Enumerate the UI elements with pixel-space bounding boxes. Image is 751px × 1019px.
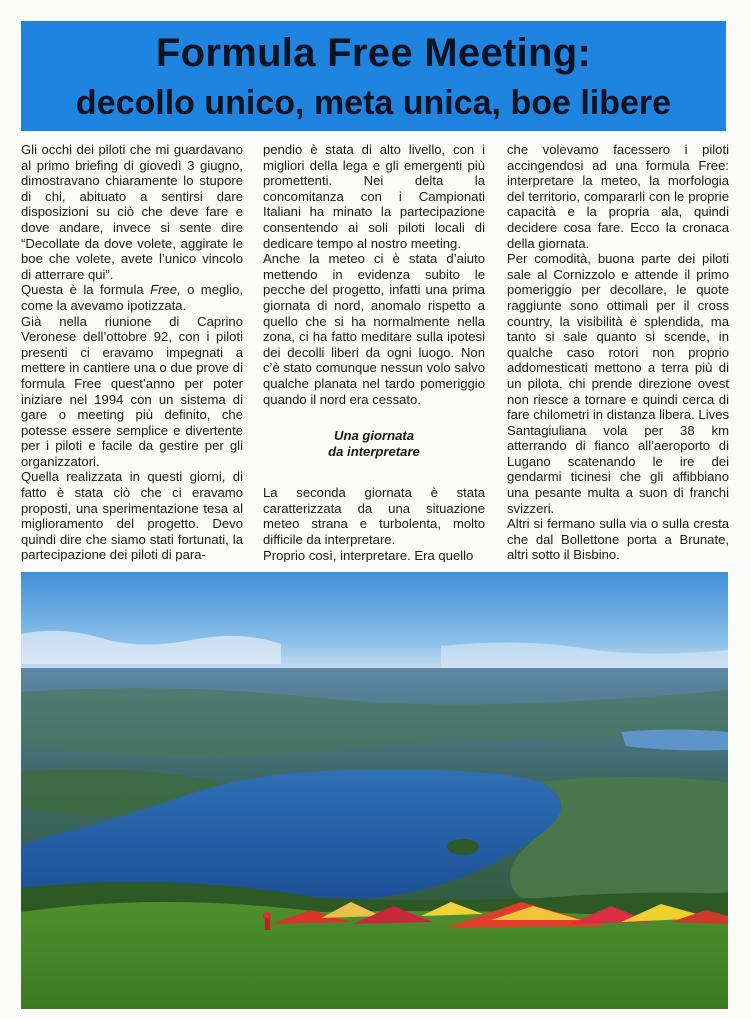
- text-column-2: [263, 142, 485, 562]
- landscape-photo: [21, 572, 728, 1009]
- paragraph: [21, 282, 243, 313]
- paragraph: Quella realizzata in questi giorni, di fatto è stata ciò che ci eravamo proposti, una sperimentazione tesa al miglioramento del progetto. Devo quindi dire che siamo stati fortunati, la partecipazione dei piloti di para-: [21, 469, 243, 562]
- paragraph: pendio è stata di alto livello, con i migliori della lega e gli emergenti più promettenti. Nei delta la concomitanza con i Campionati Italiani ha minato la partecipazione consentendo ai soli piloti locali di dedicare tempo al nostro meeting.: [263, 142, 485, 251]
- text-column-1: [21, 142, 243, 562]
- subheading-line: Una giornata: [333, 428, 415, 444]
- subheading-line: da interpretare: [328, 443, 420, 459]
- paragraph: La seconda giornata è stata caratterizzata da una situazione meteo strana e turbolenta, molto difficile da interpretare.: [263, 485, 485, 548]
- title-banner: [21, 21, 726, 131]
- italic-term: Free,: [150, 282, 181, 298]
- paragraph: Proprio così, interpretare. Era quello: [263, 547, 474, 562]
- paragraph: Per comodità, buona parte dei piloti sale al Cornizzolo e attende il primo pomeriggio per decollare, le quote raggiunte sono ottimali per il cross country, la visibilità è splendida, ma tanto si sale quanto si scende, in qualche caso rotori non proprio addomesticati mettono a terra più di un pilota, chi prende direzione ovest non riesce a tornare e quindi cerca di fare chilometri in distanza libera. Lives Santagiuliana vola per 38 km atterrando di fianco all’aeroporto di Lugano scatenando le ire dei gendarmi ticinesi che gli affibbiano una pesante multa a suon di franchi svizzeri.: [507, 251, 729, 516]
- lake-and-hang-gliders-illustration: [21, 572, 728, 1009]
- paragraph: Altri si fermano sulla via o sulla cresta che dal Bollettone porta a Brunate, altri sotto il Bisbino.: [507, 516, 729, 562]
- page-subtitle: decollo unico, meta unica, boe libere: [75, 84, 672, 122]
- paragraph-text: o meglio, come la avevamo ipotizzata.: [21, 282, 243, 313]
- paragraph: Già nella riunione di Caprino Veronese dell’ottobre 92, con i piloti presenti ci eravamo impegnati a mettere in cantiere una o due prove di formula Free quest’anno per poter iniziare nel 1994 con un sistema di gare o meeting più definito, che potesse essere semplice e divertente per i piloti e facile da gestire per gli organizzatori.: [21, 313, 243, 469]
- paragraph-text: Questa è la formula: [21, 282, 151, 298]
- paragraph: che volevamo facessero i piloti accingendosi ad una formula Free: interpretare la meteo, la morfologia del territorio, compararli con le proprie capacità e la propria ala, quindi decidere cosa fare. Ecco la cronaca della giornata.: [507, 142, 729, 251]
- page-title: Formula Free Meeting:: [155, 31, 592, 75]
- text-column-3: [507, 142, 729, 562]
- section-subheading: [263, 428, 485, 459]
- paragraph: Gli occhi dei piloti che mi guardavano al primo briefing di giovedì 3 giugno, dimostravano chiaramente lo stupore di chi, abituato a sentirsi dare disposizioni su ciò che deve fare e dove andare, invece si sente dire “Decollate da dove volete, aggirate le boe che volete, avete l’unico vincolo di atterrare qui”.: [21, 142, 243, 282]
- paragraph: Anche la meteo ci è stata d’aiuto mettendo in evidenza subito le pecche del progetto, infatti una prima giornata di nord, anomalo rispetto a quello che si ha normalmente nella zona, ci ha fatto meditare sulla ipotesi dei decolli liberi da ogni luogo. Non c’è stato comunque nessun volo salvo qualche planata nel tardo pomeriggio quando il nord era cessato.: [263, 251, 485, 407]
